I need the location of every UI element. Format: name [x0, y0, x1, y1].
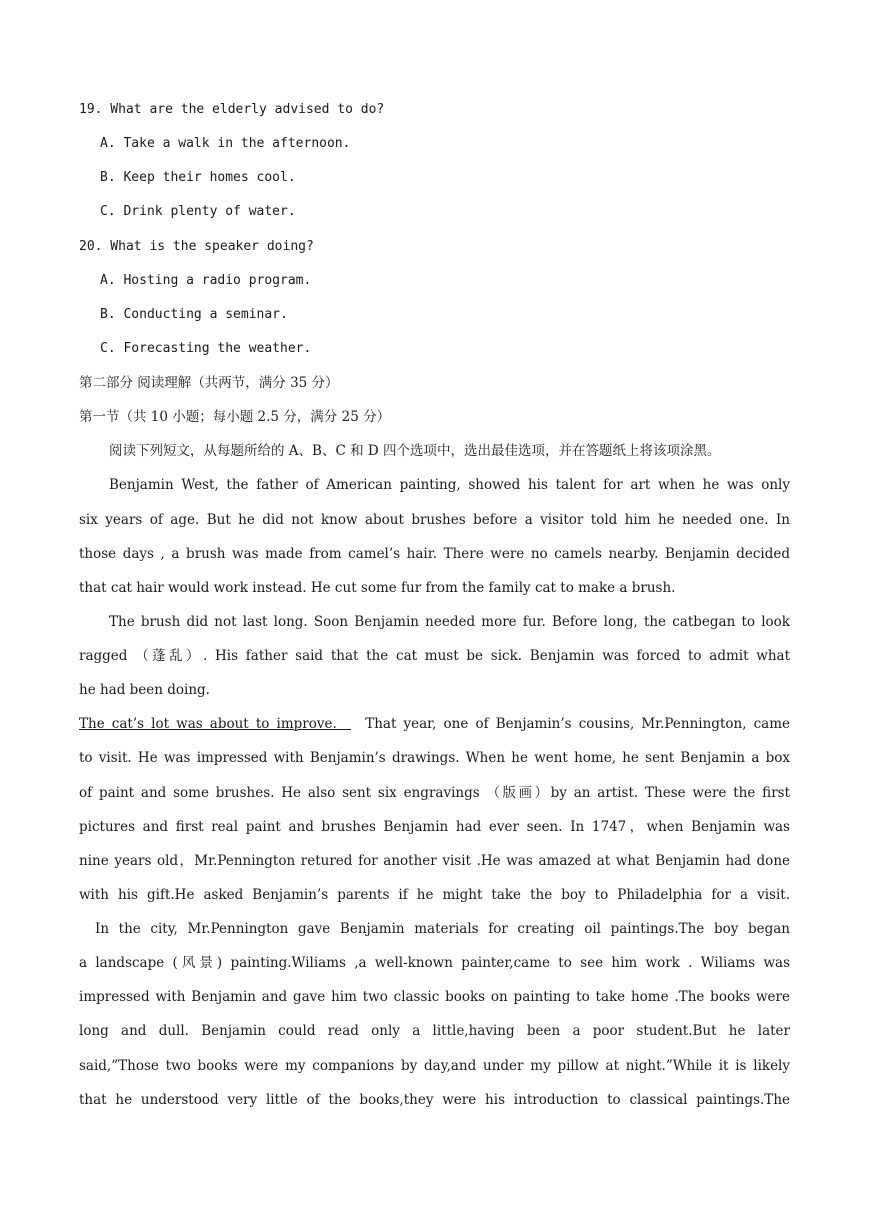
passage-line: The brush did not last long. Soon Benjamin needed more fur. Before long, the catbegan to look: [109, 614, 790, 630]
question-19-option-b: B. Keep their homes cool.: [100, 170, 296, 185]
passage-line: ragged （蓬乱）. His father said that the cat must be sick. Benjamin was forced to admit what: [79, 648, 790, 664]
question-19-option-c: C. Drink plenty of water.: [100, 204, 296, 219]
passage-line: a landscape (风景) painting.Wiliams ,a well-known painter,came to see him work . Wiliams was: [79, 955, 790, 971]
passage-line: those days , a brush was made from camel’s hair. There were no camels nearby. Benjamin decided: [79, 546, 790, 562]
passage-line-rest: That year, one of Benjamin’s cousins, Mr.Pennington, came: [365, 716, 790, 732]
passage-line: six years of age. But he did not know about brushes before a visitor told him he needed one. In: [79, 512, 790, 528]
passage-line: to visit. He was impressed with Benjamin’s drawings. When he went home, he sent Benjamin a box: [79, 750, 790, 766]
subsection-heading: 第一节（共 10 小题；每小题 2.5 分，满分 25 分）: [79, 409, 391, 425]
passage-line: impressed with Benjamin and gave him two classic books on painting to take home .The books were: [79, 989, 790, 1005]
section-heading: 第二部分 阅读理解（共两节，满分 35 分）: [79, 375, 339, 391]
passage-line: of paint and some brushes. He also sent six engravings （版画）by an artist. These were the first: [79, 785, 790, 801]
question-20-option-b: B. Conducting a seminar.: [100, 307, 288, 322]
passage-line: with his gift.He asked Benjamin’s parents if he might take the boy to Philadelphia for a visit.: [79, 887, 790, 903]
question-20-option-a: A. Hosting a radio program.: [100, 273, 312, 288]
passage-line: that he understood very little of the books,they were his introduction to classical paintings.The: [79, 1092, 790, 1108]
passage-line: [79, 713, 790, 735]
passage-line: said,”Those two books were my companions by day,and under my pillow at night.”While it is likely: [79, 1058, 790, 1074]
passage-line: In the city, Mr.Pennington gave Benjamin materials for creating oil paintings.The boy began: [95, 921, 790, 937]
passage-line: that cat hair would work instead. He cut some fur from the family cat to make a brush.: [79, 580, 676, 596]
passage-line: pictures and first real paint and brushes Benjamin had ever seen. In 1747，when Benjamin was: [79, 819, 790, 835]
passage-line: he had been doing.: [79, 682, 210, 698]
question-20-option-c: C. Forecasting the weather.: [100, 341, 312, 356]
underline-trail: [337, 716, 351, 732]
passage-line: nine years old，Mr.Pennington retured for another visit .He was amazed at what Benjamin had done: [79, 853, 790, 869]
passage-line: long and dull. Benjamin could read only a little,having been a poor student.But he later: [79, 1023, 790, 1039]
question-19-option-a: A. Take a walk in the afternoon.: [100, 136, 351, 151]
question-19-stem: 19. What are the elderly advised to do?: [79, 102, 385, 117]
question-20-stem: 20. What is the speaker doing?: [79, 239, 314, 254]
reading-instructions: 阅读下列短文，从每题所给的 A、B、C 和 D 四个选项中，选出最佳选项，并在答题纸上将该项涂黑。: [109, 443, 721, 459]
passage-line: Benjamin West, the father of American painting, showed his talent for art when he was only: [109, 477, 790, 493]
underlined-sentence: The cat’s lot was about to improve.: [79, 716, 337, 732]
